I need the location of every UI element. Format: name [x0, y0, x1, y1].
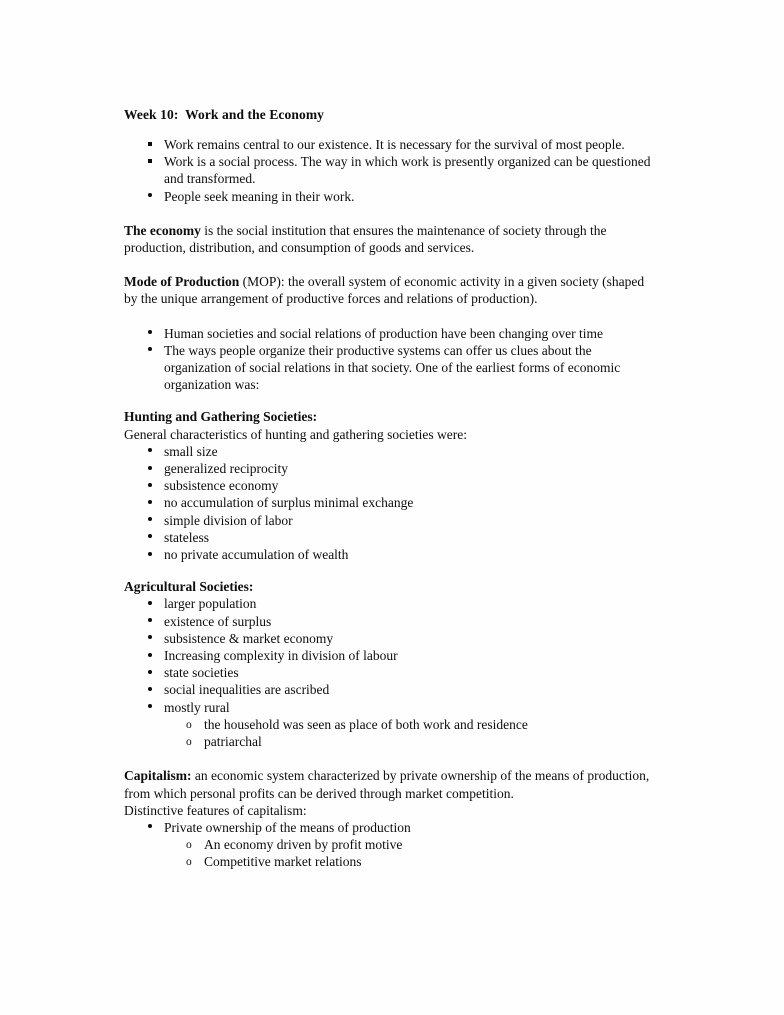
- list-item: [124, 546, 660, 563]
- list-item: [124, 512, 660, 529]
- list-item-text: Work is a social process. The way in which work is presently organized can be questioned and transformed.: [164, 154, 651, 187]
- list-item: [124, 664, 660, 681]
- list-item-text: subsistence & market economy: [164, 630, 334, 646]
- capitalism-text: an economic system characterized by private ownership of the means of production, from which personal profits can be derived through market competition.: [124, 768, 650, 801]
- disc-bullet-icon: [148, 595, 152, 612]
- disc-bullet-icon: [148, 630, 152, 647]
- intro-bullet-list: [124, 136, 660, 205]
- list-item: [124, 853, 660, 870]
- section-heading-hunting: Hunting and Gathering Societies:: [124, 409, 318, 425]
- disc-bullet-icon: [148, 647, 152, 664]
- mop-text: (MOP): the overall system of economic activity in a given society (shaped by the unique arrangement of productive forces and relations of production).: [124, 274, 645, 307]
- list-item-text: simple division of labor: [164, 512, 293, 528]
- list-item-text: People seek meaning in their work.: [164, 188, 355, 204]
- list-item: [124, 443, 660, 460]
- list-item-text: The ways people organize their productive systems can offer us clues about the organization of social relations in that society. One of the earliest forms of economic organization was:: [164, 342, 621, 393]
- list-item-text: no private accumulation of wealth: [164, 547, 349, 563]
- capitalism-sub-bullet-list: [124, 836, 660, 870]
- list-item: [124, 477, 660, 494]
- list-item-text: state societies: [164, 665, 239, 681]
- list-item-text: Work remains central to our existence. It is necessary for the survival of most people.: [164, 137, 625, 152]
- list-item-text: Private ownership of the means of production: [164, 819, 411, 835]
- list-item-text: social inequalities are ascribed: [164, 682, 330, 698]
- list-item: [124, 733, 660, 750]
- disc-bullet-icon: [148, 613, 152, 630]
- square-bullet-icon: [148, 153, 152, 170]
- hunting-bullet-list: [124, 443, 660, 563]
- list-item: [124, 819, 660, 836]
- list-item-text: mostly rural: [164, 699, 230, 715]
- agricultural-sub-bullet-list: [124, 716, 660, 750]
- disc-bullet-icon: [148, 699, 152, 716]
- list-item-text: An economy driven by profit motive: [204, 837, 403, 853]
- list-item: [124, 836, 660, 853]
- list-item: [124, 460, 660, 477]
- list-item-text: patriarchal: [204, 734, 262, 750]
- disc-bullet-icon: [148, 477, 152, 494]
- agricultural-bullet-list: [124, 595, 660, 715]
- list-item: [124, 153, 660, 187]
- capitalism-subheading: Distinctive features of capitalism:: [124, 802, 307, 818]
- list-item-text: larger population: [164, 596, 257, 612]
- list-item: [124, 342, 660, 394]
- disc-bullet-icon: [148, 188, 152, 205]
- list-item: [124, 613, 660, 630]
- list-item: [124, 699, 660, 716]
- document-body: [124, 106, 660, 871]
- list-item: [124, 681, 660, 698]
- capitalism-lead: Capitalism:: [124, 768, 192, 784]
- disc-bullet-icon: [148, 664, 152, 681]
- page-title: Week 10: Work and the Economy: [124, 107, 325, 122]
- section-heading-agricultural: Agricultural Societies:: [124, 579, 254, 595]
- capitalism-bullet-list: [124, 819, 660, 836]
- list-item-text: small size: [164, 443, 218, 459]
- disc-bullet-icon: [148, 443, 152, 460]
- mop-lead: Mode of Production: [124, 274, 240, 290]
- disc-bullet-icon: [148, 546, 152, 563]
- hunting-subheading: General characteristics of hunting and gathering societies were:: [124, 426, 467, 442]
- list-item: [124, 325, 660, 342]
- hollow-circle-bullet-icon: o: [186, 839, 192, 852]
- disc-bullet-icon: [148, 512, 152, 529]
- mop-bullet-list: [124, 325, 660, 394]
- list-item-text: generalized reciprocity: [164, 461, 289, 477]
- list-item-text: stateless: [164, 529, 209, 545]
- mop-paragraph: [124, 273, 660, 307]
- list-item: [124, 529, 660, 546]
- list-item: [124, 595, 660, 612]
- economy-lead: The economy: [124, 222, 201, 238]
- hollow-circle-bullet-icon: o: [186, 736, 192, 749]
- disc-bullet-icon: [148, 325, 152, 342]
- disc-bullet-icon: [148, 494, 152, 511]
- hollow-circle-bullet-icon: o: [186, 856, 192, 869]
- list-item-text: the household was seen as place of both work and residence: [204, 716, 528, 732]
- list-item-text: existence of surplus: [164, 613, 272, 629]
- list-item-text: Competitive market relations: [204, 854, 362, 870]
- economy-paragraph: [124, 222, 660, 256]
- list-item-text: no accumulation of surplus minimal exchange: [164, 495, 414, 511]
- list-item: [124, 188, 660, 205]
- list-item: [124, 136, 660, 153]
- disc-bullet-icon: [148, 460, 152, 477]
- list-item: [124, 716, 660, 733]
- list-item-text: Human societies and social relations of production have been changing over time: [164, 325, 603, 341]
- disc-bullet-icon: [148, 819, 152, 836]
- hollow-circle-bullet-icon: o: [186, 718, 192, 731]
- list-item-text: Increasing complexity in division of labour: [164, 648, 398, 664]
- capitalism-paragraph: [124, 767, 660, 801]
- square-bullet-icon: [148, 136, 152, 153]
- disc-bullet-icon: [148, 342, 152, 359]
- economy-text: is the social institution that ensures the maintenance of society through the production, distribution, and consumption of goods and services.: [124, 222, 607, 256]
- list-item: [124, 647, 660, 664]
- disc-bullet-icon: [148, 529, 152, 546]
- list-item: [124, 630, 660, 647]
- list-item-text: subsistence economy: [164, 478, 279, 494]
- list-item: [124, 494, 660, 511]
- disc-bullet-icon: [148, 681, 152, 698]
